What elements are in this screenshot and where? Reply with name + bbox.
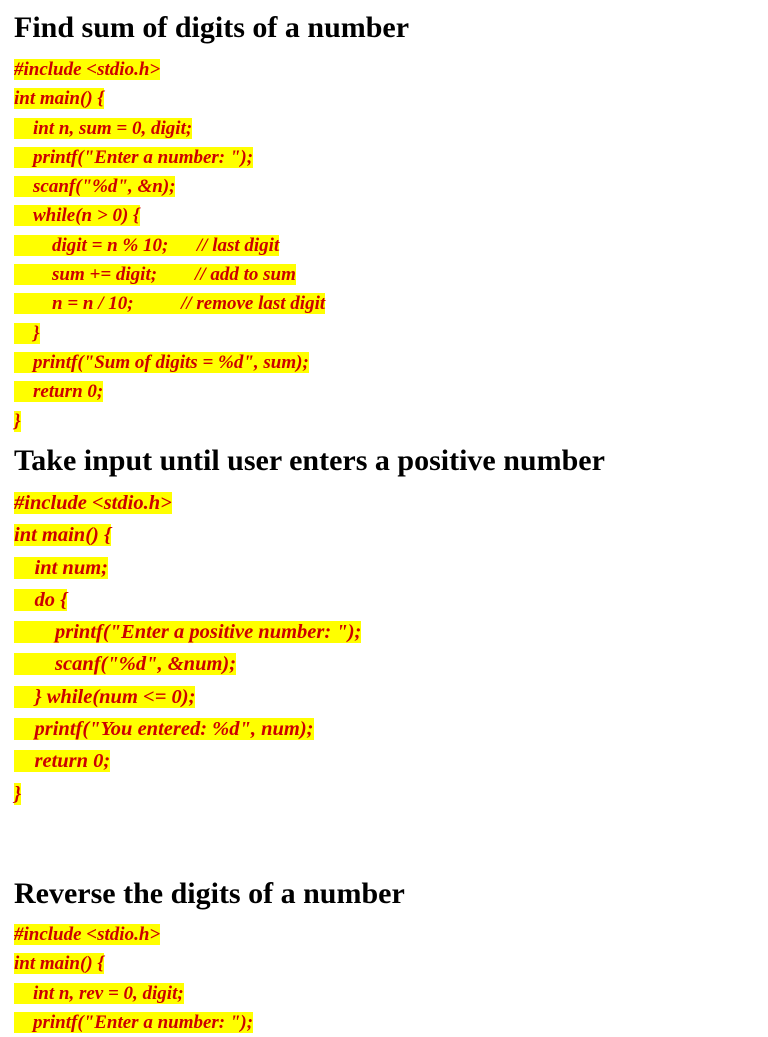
code-line-text: scanf("%d", &n); xyxy=(14,176,176,198)
code-line-text: return 0; xyxy=(14,750,111,773)
code-line xyxy=(14,407,325,436)
code-line xyxy=(14,348,325,377)
code-line-text: scanf("%d", &num); xyxy=(14,653,237,676)
code-block-positive-input xyxy=(14,487,361,810)
code-line-text: int n, rev = 0, digit; xyxy=(14,982,184,1004)
code-line xyxy=(14,745,361,777)
code-line xyxy=(14,260,325,289)
code-line xyxy=(14,1008,253,1037)
code-line-text: return 0; xyxy=(14,381,104,403)
code-line-text: n = n / 10; // remove last digit xyxy=(14,293,326,315)
code-line-text: digit = n % 10; // last digit xyxy=(14,234,280,256)
code-line xyxy=(14,949,253,978)
section-title-sum-of-digits: Find sum of digits of a number xyxy=(14,11,410,44)
code-line xyxy=(14,114,325,143)
code-line-text: do { xyxy=(14,588,68,611)
code-line xyxy=(14,713,361,745)
code-line xyxy=(14,377,325,406)
code-line xyxy=(14,289,325,318)
code-line xyxy=(14,55,325,84)
code-line-text: printf("Enter a number: "); xyxy=(14,1011,254,1033)
code-line-text: #include <stdio.h> xyxy=(14,924,161,945)
code-line-text: printf("Enter a positive number: "); xyxy=(14,621,362,644)
code-line-text: printf("Sum of digits = %d", sum); xyxy=(14,351,309,373)
code-line xyxy=(14,84,325,113)
code-line-text: } xyxy=(14,782,22,805)
code-line xyxy=(14,648,361,680)
code-line-text: } xyxy=(14,410,21,432)
code-line-text: printf("Enter a number: "); xyxy=(14,146,254,168)
code-line xyxy=(14,920,253,949)
code-line-text: int num; xyxy=(14,556,108,579)
code-block-reverse-digits xyxy=(14,920,253,1037)
code-line xyxy=(14,319,325,348)
code-line xyxy=(14,616,361,648)
code-line-text: int main() { xyxy=(14,953,105,975)
code-line-text: #include <stdio.h> xyxy=(14,492,172,514)
code-line-text: printf("You entered: %d", num); xyxy=(14,718,314,741)
code-line-text: #include <stdio.h> xyxy=(14,59,161,80)
code-line-text: int main() { xyxy=(14,524,112,547)
code-line xyxy=(14,552,361,584)
code-line xyxy=(14,519,361,551)
code-line xyxy=(14,487,361,519)
section-title-reverse-digits: Reverse the digits of a number xyxy=(14,877,405,910)
code-block-sum-of-digits xyxy=(14,55,325,436)
code-line-text: while(n > 0) { xyxy=(14,205,140,227)
code-line-text: int main() { xyxy=(14,88,105,110)
code-line xyxy=(14,979,253,1008)
code-line-text: } while(num <= 0); xyxy=(14,685,196,708)
section-title-positive-input: Take input until user enters a positive number xyxy=(14,444,605,477)
code-line-text: } xyxy=(14,322,40,344)
code-line xyxy=(14,681,361,713)
code-line xyxy=(14,201,325,230)
code-line xyxy=(14,778,361,810)
code-line xyxy=(14,143,325,172)
code-line xyxy=(14,231,325,260)
code-line xyxy=(14,584,361,616)
code-line xyxy=(14,172,325,201)
code-line-text: sum += digit; // add to sum xyxy=(14,264,296,286)
code-line-text: int n, sum = 0, digit; xyxy=(14,117,193,139)
